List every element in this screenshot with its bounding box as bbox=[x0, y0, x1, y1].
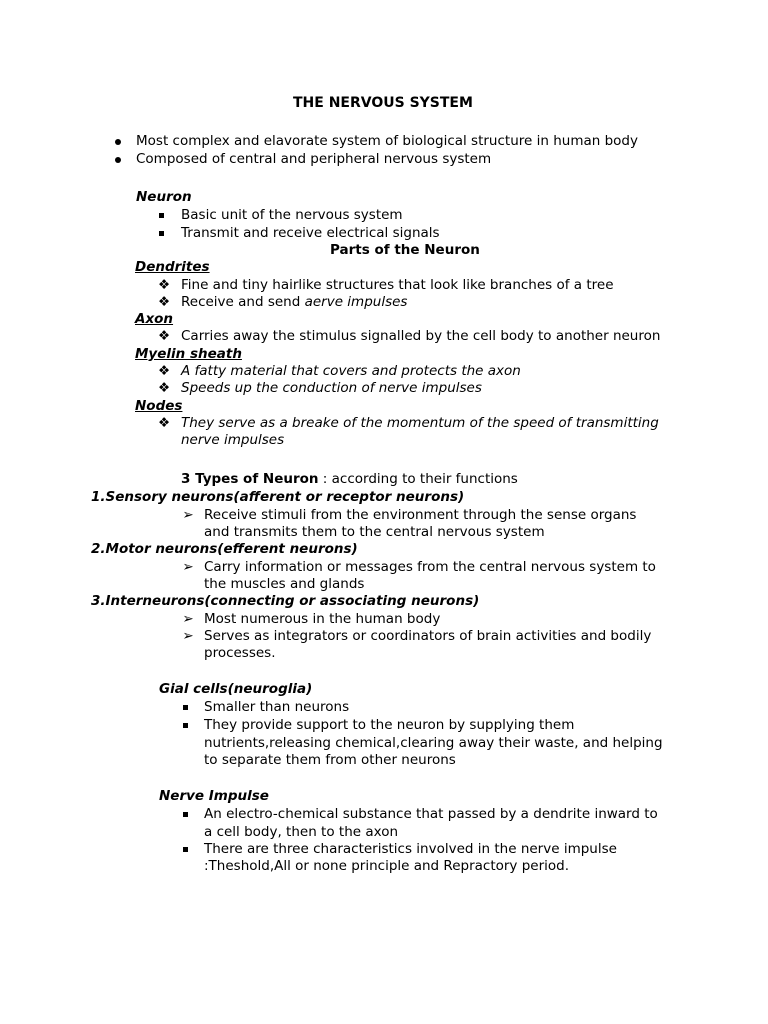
subheading-interneurons: 3.Interneurons(connecting or associating neurons) bbox=[91, 593, 480, 609]
list-item-continuation: :Theshold,All or none principle and Repractory period. bbox=[204, 858, 569, 874]
diamond-bullet-icon: ❖ bbox=[157, 363, 171, 379]
list-item-continuation: a cell body, then to the axon bbox=[204, 824, 399, 840]
arrow-bullet-icon: ➢ bbox=[182, 507, 194, 523]
subheading-nodes: Nodes bbox=[135, 398, 183, 414]
subheading-myelin-sheath: Myelin sheath bbox=[135, 346, 242, 362]
bullet-square-icon bbox=[159, 213, 164, 218]
bullet-square-icon bbox=[183, 812, 188, 817]
bullet-square-icon bbox=[159, 231, 164, 236]
diamond-bullet-icon: ❖ bbox=[157, 294, 171, 310]
subheading-sensory-neurons: 1.Sensory neurons(afferent or receptor neurons) bbox=[91, 489, 465, 505]
bullet-square-icon bbox=[183, 705, 188, 710]
list-item-continuation: to separate them from other neurons bbox=[204, 752, 456, 768]
bullet-square-icon bbox=[183, 847, 188, 852]
list-item-continuation: the muscles and glands bbox=[204, 576, 365, 592]
bullet-dot-icon bbox=[115, 139, 121, 145]
diamond-bullet-icon: ❖ bbox=[157, 380, 171, 396]
section-heading-neuron: Neuron bbox=[136, 189, 192, 205]
document-page: THE NERVOUS SYSTEM Most complex and elavorate system of biological structure in human body Composed of central and peripheral nervous system Neuron Basic unit of the nervous system Transmit and receive electrical signals Parts of the Neuron Dendrites ❖ Fine and tiny hairlike structures that look like branches of a tree ❖ Receive and send aerve impulses Axon ❖ Carries away the stimulus signalled by the cell body to another neuron Myelin sheath ❖ A fatty material that covers and protects the axon ❖ Speeds up the conduction of nerve impulses Nodes ❖ They serve as a breake of the momentum of the speed of transmitting nerve impulses 3 Types of Neuron : according to their functions 1.Sensory neurons(afferent or receptor neurons) ➢ Receive stimuli from the environment through the sense organs and transmits them to the central nervous system 2.Motor neurons(efferent neurons) ➢ Carry information or messages from the central nervous system to the muscles and glands 3.Interneurons(connecting or associating neurons) ➢ Most numerous in the human body ➢ Serves as integrators or coordinators of brain activities and bodily processes. Gial cells(neuroglia) Smaller than neurons They provide support to the neuron by supplying them nutrients,releasing chemical,clearing away their waste, and helping to separate them from other neurons Nerve Impulse An electro-chemical substance that passed by a dendrite inward to a cell body, then to the axon There are three characteristics involved in the nerve impulse :Theshold,All or none principle and Repractory period. bbox=[91, 95, 663, 874]
list-item-continuation: processes. bbox=[204, 645, 276, 661]
bullet-square-icon bbox=[183, 723, 188, 728]
list-item-continuation: nerve impulses bbox=[181, 432, 285, 448]
section-heading-glial-cells: Gial cells(neuroglia) bbox=[159, 681, 313, 697]
arrow-bullet-icon: ➢ bbox=[182, 628, 194, 644]
diamond-bullet-icon: ❖ bbox=[157, 328, 171, 344]
subheading-motor-neurons: 2.Motor neurons(efferent neurons) bbox=[91, 541, 358, 557]
list-item-continuation: nutrients,releasing chemical,clearing away their waste, and helping bbox=[204, 735, 663, 751]
arrow-bullet-icon: ➢ bbox=[182, 611, 194, 627]
diamond-bullet-icon: ❖ bbox=[157, 415, 171, 431]
section-heading-parts: Parts of the Neuron bbox=[330, 242, 480, 258]
bullet-dot-icon bbox=[115, 157, 121, 163]
section-heading-nerve-impulse: Nerve Impulse bbox=[159, 788, 269, 804]
subheading-dendrites: Dendrites bbox=[135, 259, 210, 275]
page-title: THE NERVOUS SYSTEM bbox=[293, 95, 473, 111]
list-item-continuation: and transmits them to the central nervous system bbox=[204, 524, 545, 540]
section-heading-types: 3 Types of Neuron : according to their functions bbox=[181, 471, 518, 487]
diamond-bullet-icon: ❖ bbox=[157, 277, 171, 293]
arrow-bullet-icon: ➢ bbox=[182, 559, 194, 575]
subheading-axon: Axon bbox=[135, 311, 174, 327]
